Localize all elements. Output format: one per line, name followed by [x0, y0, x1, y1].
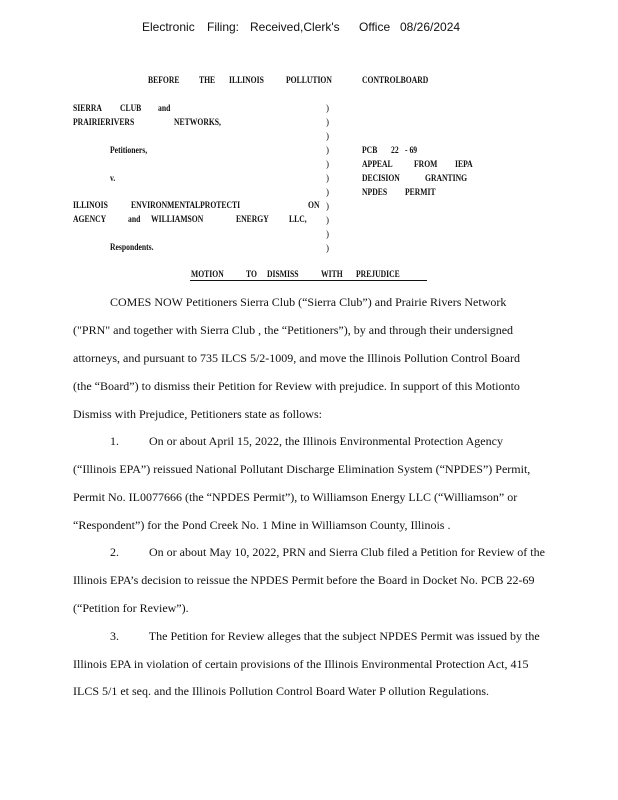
- case-word: DECISION: [362, 173, 400, 183]
- case-word: APPEAL: [362, 159, 393, 169]
- paren: ): [326, 173, 329, 183]
- petitioner-word: SIERRA: [73, 103, 102, 113]
- stamp-received: Received,Clerk's: [250, 20, 340, 34]
- paren: ): [326, 103, 329, 113]
- paragraph-3-line: 3. The Petition for Review alleges that the subject NPDES Permit was issued by the: [110, 629, 540, 643]
- title-word: MOTION: [191, 269, 224, 279]
- case-word: FROM: [414, 159, 438, 169]
- body-line: (the “Board”) to dismiss their Petition for Review with prejudice. In support of this Motionto: [73, 379, 520, 393]
- board-word: POLLUTION: [286, 75, 332, 85]
- paren: ): [326, 131, 329, 141]
- stamp-date: 08/26/2024: [400, 20, 461, 34]
- body-line: (“Illinois EPA”) reissued National Pollutant Discharge Elimination System (“NPDES”) Permit,: [73, 462, 531, 476]
- body-line: ILCS 5/1 et seq. and the Illinois Pollution Control Board Water P ollution Regulations.: [73, 684, 490, 698]
- respondent-word: ON: [308, 200, 320, 210]
- title-word: WITH: [321, 269, 343, 279]
- versus-label: v.: [110, 173, 116, 183]
- petitioner-word: and: [158, 103, 171, 113]
- case-word: PERMIT: [405, 187, 436, 197]
- paragraph-1-line: 1. On or about April 15, 2022, the Illinois Environmental Protection Agency: [110, 434, 503, 448]
- paren: ): [326, 215, 329, 225]
- title-underline: [190, 280, 427, 281]
- title-word: DISMISS: [267, 269, 299, 279]
- respondent-word: ILLINOIS: [73, 200, 108, 210]
- petitioners-label: Petitioners,: [110, 145, 148, 155]
- petitioner-word: PRAIRIERIVERS: [73, 117, 135, 127]
- stamp-electronic: Electronic: [142, 20, 195, 34]
- case-word: GRANTING: [425, 173, 468, 183]
- petitioner-word: CLUB: [120, 103, 142, 113]
- paren: ): [326, 243, 329, 253]
- case-word: 22: [391, 145, 399, 155]
- paren: ): [326, 201, 329, 211]
- paren: ): [326, 229, 329, 239]
- body-line: ("PRN" and together with Sierra Club , the “Petitioners”), by and through their undersigned: [73, 323, 514, 337]
- respondent-word: WILLIAMSON: [151, 214, 204, 224]
- respondent-word: LLC,: [289, 214, 307, 224]
- respondent-word: and: [128, 214, 141, 224]
- paren: ): [326, 117, 329, 127]
- respondent-word: ENERGY: [236, 214, 269, 224]
- body-line: “Respondent”) for the Pond Creek No. 1 Mine in Williamson County, Illinois .: [73, 518, 451, 532]
- body-line: (“Petition for Review”).: [73, 601, 189, 615]
- case-word: PCB: [362, 145, 378, 155]
- respondent-word: AGENCY: [73, 214, 107, 224]
- paragraph-2-line: 2. On or about May 10, 2022, PRN and Sierra Club filed a Petition for Review of the: [110, 545, 545, 559]
- board-word: BEFORE: [148, 75, 180, 85]
- respondents-label: Respondents.: [110, 242, 154, 252]
- paren: ): [326, 145, 329, 155]
- stamp-filing: Filing:: [207, 20, 240, 34]
- body-line: Dismiss with Prejudice, Petitioners state as follows:: [73, 407, 322, 421]
- board-word: ILLINOIS: [229, 75, 264, 85]
- title-word: TO: [246, 269, 257, 279]
- board-word: CONTROLBOARD: [362, 75, 429, 85]
- paren: ): [326, 187, 329, 197]
- case-word: NPDES: [362, 187, 388, 197]
- respondent-word: ENVIRONMENTALPROTECTI: [131, 200, 241, 210]
- body-line: Illinois EPA in violation of certain provisions of the Illinois Environmental Protection Act, 415: [73, 657, 529, 671]
- petitioner-word: NETWORKS,: [174, 117, 221, 127]
- stamp-office: Office: [359, 20, 391, 34]
- body-line: COMES NOW Petitioners Sierra Club (“Sierra Club”) and Prairie Rivers Network: [110, 295, 507, 309]
- body-line: Illinois EPA’s decision to reissue the NPDES Permit before the Board in Docket No. PCB 22-69: [73, 573, 535, 587]
- body-line: Permit No. IL0077666 (the “NPDES Permit”), to Williamson Energy LLC (“Williamson” or: [73, 490, 518, 504]
- title-word: PREJUDICE: [356, 269, 400, 279]
- case-word: - 69: [405, 145, 418, 155]
- board-word: THE: [199, 75, 216, 85]
- body-line: attorneys, and pursuant to 735 ILCS 5/2-1009, and move the Illinois Pollution Control Board: [73, 351, 520, 365]
- case-word: IEPA: [455, 159, 473, 169]
- paren: ): [326, 159, 329, 169]
